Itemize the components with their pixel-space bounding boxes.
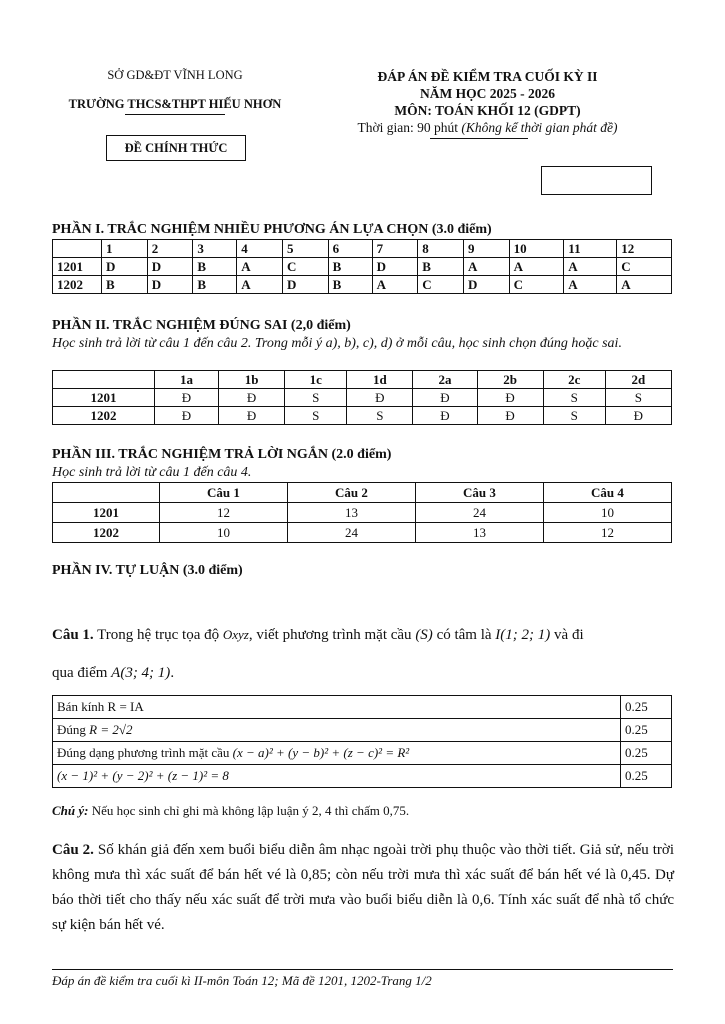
rubric-step-text: Đúng <box>57 722 90 737</box>
school-year: NĂM HỌC 2025 - 2026 <box>420 86 555 101</box>
table-row <box>53 276 672 294</box>
answer-cell: A <box>564 276 617 294</box>
q1-line2-b: . <box>170 665 175 681</box>
rubric-step <box>53 765 621 788</box>
answer-cell: Đ <box>477 407 543 425</box>
column-header: Câu 1 <box>159 483 287 503</box>
rubric-step-text: Đúng dạng phương trình mặt cầu <box>57 745 233 760</box>
column-header: 2 <box>147 240 193 258</box>
column-header: 7 <box>372 240 418 258</box>
answer-cell: A <box>237 258 283 276</box>
question2-label: Câu 2. <box>52 842 94 858</box>
column-header: 1a <box>154 371 218 389</box>
answer-cell: Đ <box>477 389 543 407</box>
q1-text-d: và đi <box>550 627 584 643</box>
answer-cell: B <box>328 276 372 294</box>
part3-table <box>52 482 672 543</box>
rubric-score: 0.25 <box>621 742 672 765</box>
table-row <box>53 503 672 523</box>
table-row <box>53 696 672 719</box>
answer-cell: S <box>605 389 671 407</box>
rubric-table <box>52 695 672 788</box>
answer-cell: 13 <box>415 523 543 543</box>
table-row <box>53 407 672 425</box>
question2 <box>52 838 674 938</box>
answer-cell: 24 <box>415 503 543 523</box>
exam-code-cell: 1201 <box>53 389 155 407</box>
answer-cell: Đ <box>413 389 477 407</box>
q1-text-a: Trong hệ trục tọa độ <box>93 627 223 643</box>
answer-cell: C <box>509 276 564 294</box>
answer-cell: D <box>282 276 328 294</box>
q1-line2-a: qua điểm <box>52 665 112 681</box>
part2-title: PHẦN II. TRẮC NGHIỆM ĐÚNG SAI (2,0 điểm) <box>52 318 351 333</box>
answer-cell: D <box>372 258 418 276</box>
column-header: 1 <box>102 240 148 258</box>
rubric-step: Bán kính R = IA <box>53 696 621 719</box>
answer-cell: S <box>285 389 347 407</box>
answer-cell: 13 <box>287 503 415 523</box>
note-label: Chú ý: <box>52 803 89 818</box>
answer-cell: C <box>617 258 672 276</box>
answer-cell: 10 <box>159 523 287 543</box>
answer-cell: A <box>463 258 509 276</box>
answer-cell: S <box>285 407 347 425</box>
answer-cell: C <box>418 276 464 294</box>
rubric-step-math: (x − a)² + (y − b)² + (z − c)² = R² <box>232 745 410 760</box>
column-header: 2a <box>413 371 477 389</box>
part1-title: PHẦN I. TRẮC NGHIỆM NHIỀU PHƯƠNG ÁN LỰA CHỌN (3.0 điểm) <box>52 222 492 237</box>
answer-cell: Đ <box>413 407 477 425</box>
part2-table <box>52 370 672 425</box>
exam-code-box <box>541 166 652 195</box>
table-row <box>53 258 672 276</box>
answer-cell: D <box>463 276 509 294</box>
q1-sphere: (S) <box>415 627 433 643</box>
exam-code-cell: 1202 <box>53 407 155 425</box>
answer-cell: D <box>147 258 193 276</box>
column-header: 3 <box>193 240 237 258</box>
rubric-step-math: R = 2√2 <box>89 722 133 737</box>
part3-title: PHẦN III. TRẮC NGHIỆM TRẢ LỜI NGẮN (2.0 điểm) <box>52 447 392 462</box>
answer-cell: S <box>543 407 605 425</box>
question1-line1 <box>52 620 674 650</box>
column-header: Câu 2 <box>287 483 415 503</box>
table-header-row <box>53 483 672 503</box>
answer-cell: A <box>509 258 564 276</box>
rubric-step <box>53 719 621 742</box>
answer-cell: 10 <box>543 503 671 523</box>
exam-code-cell: 1202 <box>53 276 102 294</box>
time-underline <box>430 138 528 139</box>
answer-cell: B <box>193 258 237 276</box>
answer-cell: B <box>328 258 372 276</box>
answer-cell: D <box>102 258 148 276</box>
column-header: 6 <box>328 240 372 258</box>
footer-rule <box>52 969 673 970</box>
column-header: Câu 3 <box>415 483 543 503</box>
part4-title: PHẦN IV. TỰ LUẬN (3.0 điểm) <box>52 563 243 578</box>
exam-time <box>335 119 640 136</box>
answer-cell: Đ <box>154 389 218 407</box>
table-row <box>53 523 672 543</box>
q1-point: A(3; 4; 1) <box>111 665 171 681</box>
question2-text: Số khán giả đến xem buổi biểu diễn âm nhạc ngoài trời phụ thuộc vào thời tiết. Giả sử, nếu trời không mưa thì xác suất để bán hết vé là 0,85; còn nếu trời mưa thì xác suất để bán hết vé là 0,45. Dự báo thời tiết cho thấy nếu xác suất để trời mưa vào buổi biểu diễn là 0,6. Tính xác suất để nhà tổ chức sự kiện bán hết vé. <box>52 842 674 933</box>
table-row <box>53 765 672 788</box>
column-header: 11 <box>564 240 617 258</box>
table-row <box>53 389 672 407</box>
part3-note: Học sinh trả lời từ câu 1 đến câu 4. <box>52 465 252 480</box>
exam-code-cell: 1201 <box>53 258 102 276</box>
question1-line2 <box>52 658 674 688</box>
column-header: 10 <box>509 240 564 258</box>
answer-cell: Đ <box>154 407 218 425</box>
rubric-step-math: (x − 1)² + (y − 2)² + (z − 1)² = 8 <box>57 768 229 783</box>
official-label: ĐỀ CHÍNH THỨC <box>106 135 246 161</box>
exam-code-cell: 1202 <box>53 523 160 543</box>
column-header: 2b <box>477 371 543 389</box>
q1-text-c: có tâm là <box>432 627 496 643</box>
rubric-step <box>53 742 621 765</box>
part2-note: Học sinh trả lời từ câu 1 đến câu 2. Trong mỗi ý a), b), c), d) ở mỗi câu, học sinh chọn đúng hoặc sai. <box>52 336 622 351</box>
table-header-row <box>53 240 672 258</box>
q1-text-b: , viết phương trình mặt cầu <box>248 627 416 643</box>
answer-cell: A <box>372 276 418 294</box>
column-header: 5 <box>282 240 328 258</box>
answer-cell: D <box>147 276 193 294</box>
answer-cell: 12 <box>543 523 671 543</box>
header-left <box>60 68 290 115</box>
exam-title: ĐÁP ÁN ĐỀ KIỂM TRA CUỐI KỲ II <box>377 69 598 84</box>
answer-cell: B <box>418 258 464 276</box>
column-header: 1c <box>285 371 347 389</box>
part1-table <box>52 239 672 294</box>
school-name: TRƯỜNG THCS&THPT HIẾU NHƠN <box>68 97 282 111</box>
subject: MÔN: TOÁN KHỐI 12 (GDPT) <box>394 103 581 118</box>
column-header: 1b <box>219 371 285 389</box>
column-header: 8 <box>418 240 464 258</box>
answer-cell: A <box>237 276 283 294</box>
answer-cell: S <box>347 407 413 425</box>
column-header <box>53 371 155 389</box>
answer-cell: C <box>282 258 328 276</box>
answer-cell: S <box>543 389 605 407</box>
answer-cell: Đ <box>219 407 285 425</box>
answer-cell: 12 <box>159 503 287 523</box>
column-header <box>53 483 160 503</box>
column-header: 9 <box>463 240 509 258</box>
q1-oxyz: Oxyz <box>222 627 249 642</box>
answer-cell: A <box>617 276 672 294</box>
question1-label: Câu 1. <box>52 627 94 643</box>
table-row <box>53 719 672 742</box>
exam-code-cell: 1201 <box>53 503 160 523</box>
column-header: 1d <box>347 371 413 389</box>
note-text: Nếu học sinh chỉ ghi mà không lập luận ý 2, 4 thì chấm 0,75. <box>88 803 410 818</box>
answer-cell: Đ <box>347 389 413 407</box>
page-footer: Đáp án đề kiểm tra cuối kì II-môn Toán 12; Mã đề 1201, 1202-Trang 1/2 <box>52 973 432 988</box>
answer-cell: 24 <box>287 523 415 543</box>
column-header: 2c <box>543 371 605 389</box>
column-header: 2d <box>605 371 671 389</box>
table-row <box>53 742 672 765</box>
time-prefix: Thời gian: 90 phút <box>357 120 462 135</box>
rubric-score: 0.25 <box>621 696 672 719</box>
school-underline <box>125 114 225 115</box>
column-header <box>53 240 102 258</box>
column-header: 4 <box>237 240 283 258</box>
column-header: 12 <box>617 240 672 258</box>
answer-cell: A <box>564 258 617 276</box>
answer-cell: B <box>193 276 237 294</box>
q1-center: I(1; 2; 1) <box>495 627 551 643</box>
answer-cell: B <box>102 276 148 294</box>
answer-cell: Đ <box>219 389 285 407</box>
department-name: SỞ GD&ĐT VĨNH LONG <box>107 68 243 82</box>
column-header: Câu 4 <box>543 483 671 503</box>
time-note: (Không kể thời gian phát đề) <box>461 120 618 135</box>
rubric-note <box>52 803 409 819</box>
table-header-row <box>53 371 672 389</box>
rubric-score: 0.25 <box>621 719 672 742</box>
header-right <box>335 68 640 139</box>
rubric-score: 0.25 <box>621 765 672 788</box>
answer-cell: Đ <box>605 407 671 425</box>
